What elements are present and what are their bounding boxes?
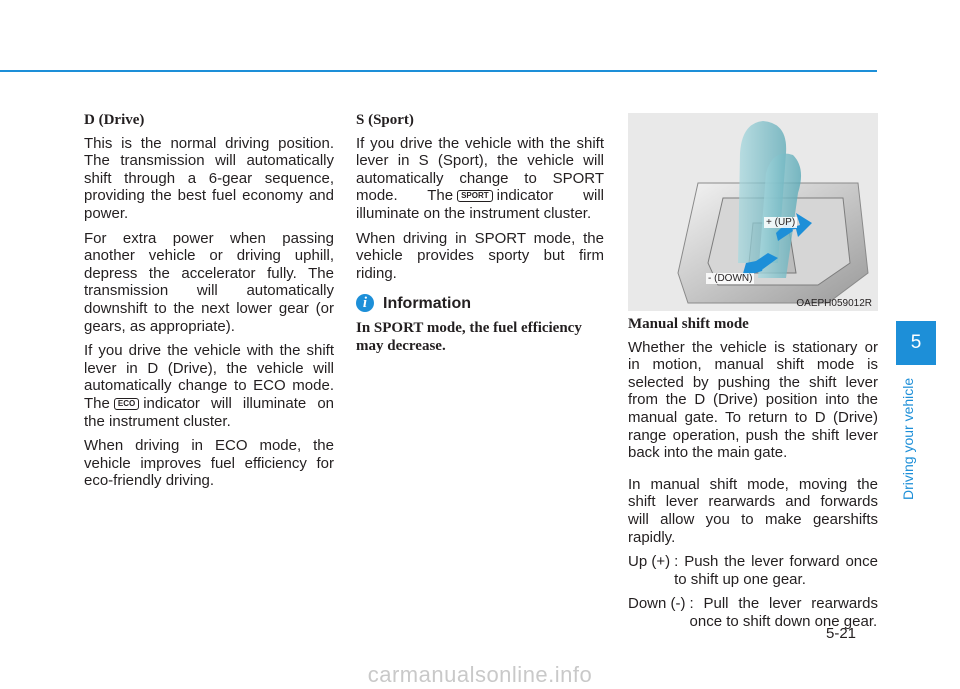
column-drive	[84, 112, 334, 497]
eco-indicator-icon: ECO	[114, 398, 139, 410]
sport-p1-before: If you drive the vehicle with the shift lever in S (Sport), the vehicle will automatically change to SPORT mode. The	[356, 134, 604, 205]
information-title: Information	[383, 294, 471, 312]
drive-p3	[84, 342, 334, 430]
shift-lever-figure	[628, 113, 878, 311]
figure-code: OAEPH059012R	[796, 298, 872, 309]
manual-heading: Manual shift mode	[628, 316, 749, 332]
drive-p4: When driving in ECO mode, the vehicle improves fuel efficiency for eco-friendly driving.	[84, 437, 334, 490]
drive-p3-after: indicator will illuminate on the instrument cluster.	[84, 394, 334, 430]
column-sport	[356, 112, 604, 356]
column-manual	[628, 316, 878, 638]
chapter-title-text: Driving your vehicle	[900, 377, 916, 500]
drive-p2: For extra power when passing another vehicle or driving uphill, depress the accelerator fully. The transmission will automatically downshift to the next lower gear (or gears, as appropriate).	[84, 229, 334, 335]
page-number: 5-21	[826, 625, 857, 642]
chapter-tab: 5	[896, 321, 936, 365]
sport-p1-after: indicator will illuminate on the instrument cluster.	[356, 187, 604, 222]
drive-p1: This is the normal driving position. The transmission will automatically shift through a 6-gear sequence, providing the best fuel economy and power.	[84, 134, 334, 222]
gear-up-key: Up (+)	[628, 553, 671, 571]
manual-p2: In manual shift mode, moving the shift lever rearwards and forwards will allow you to make gearshifts rapidly.	[628, 475, 878, 546]
gear-up-item	[628, 553, 878, 588]
top-rule	[0, 70, 877, 72]
drive-heading: D (Drive)	[84, 112, 145, 128]
manual-p1: Whether the vehicle is stationary or in motion, manual shift mode is selected by pushing the shift lever from the D (Drive) position into the manual gate. To return to D (Drive) range operation, push the shift lever back into the main gate.	[628, 338, 878, 462]
gear-down-value: : Pull the lever rearwards once to shift down one gear.	[689, 595, 878, 630]
information-text: In SPORT mode, the fuel efficiency may decrease.	[356, 320, 582, 354]
sport-heading: S (Sport)	[356, 112, 414, 128]
up-label: + (UP)	[766, 217, 796, 228]
sport-indicator-icon: SPORT	[457, 190, 493, 202]
sport-p2: When driving in SPORT mode, the vehicle provides sporty but firm riding.	[356, 229, 604, 282]
watermark: carmanualsonline.info	[367, 662, 593, 687]
information-header	[356, 294, 604, 312]
gear-up-value: : Push the lever forward once to shift up one gear.	[674, 553, 878, 588]
info-icon: i	[356, 294, 374, 312]
drive-p3-before: If you drive the vehicle with the shift lever in D (Drive), the vehicle will automatically change to ECO mode. The	[84, 342, 334, 412]
sport-p1	[356, 135, 604, 223]
down-label: - (DOWN)	[708, 273, 753, 284]
gear-down-key: Down (-)	[628, 595, 686, 613]
